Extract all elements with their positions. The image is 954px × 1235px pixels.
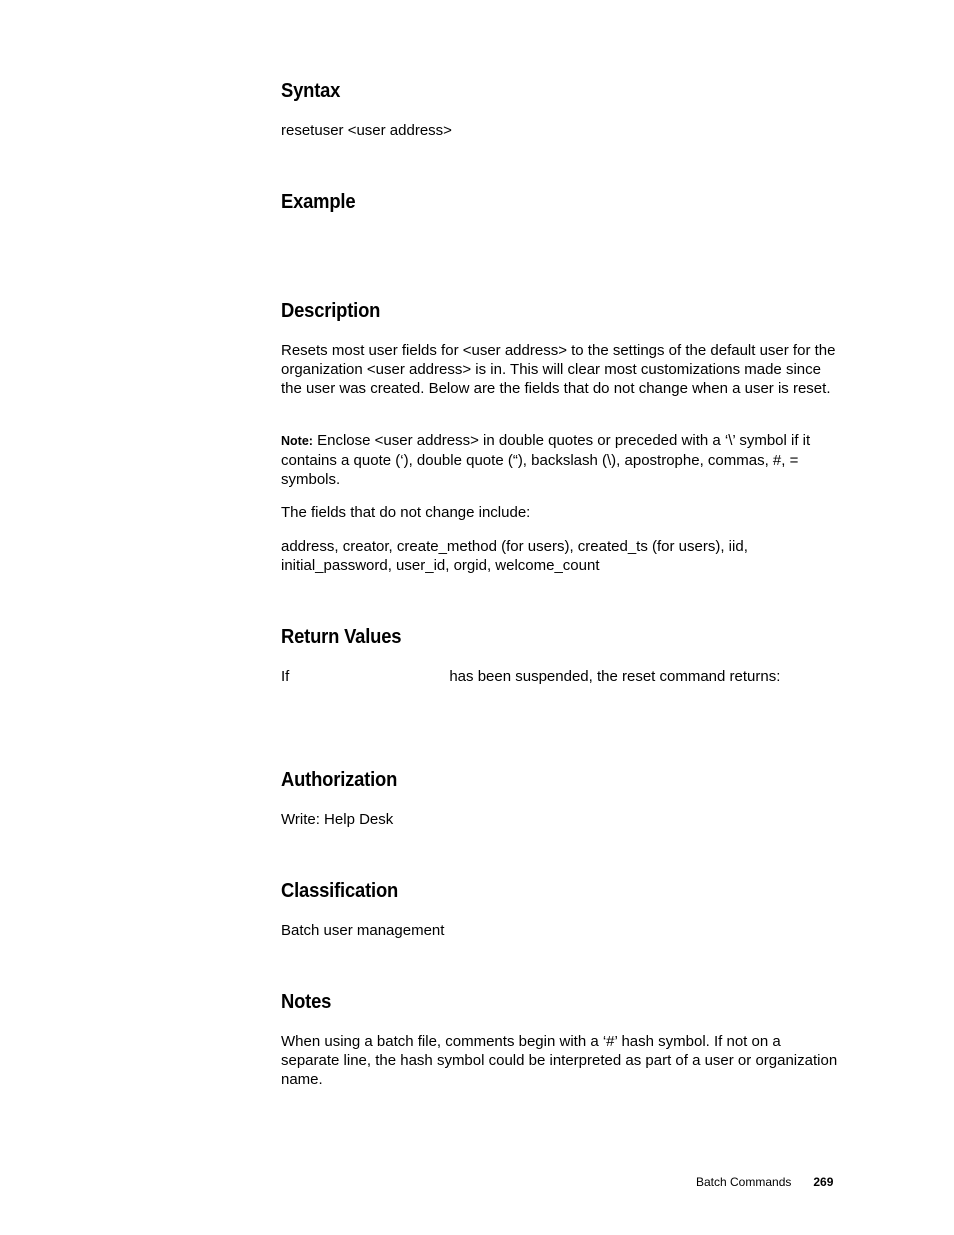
description-section: [281, 299, 841, 323]
return-values-heading: Return Values: [281, 626, 402, 648]
classification-section: [281, 879, 841, 903]
return-values-text-after: has been suspended, the reset command returns:: [449, 668, 781, 685]
description-paragraph: Resets most user fields for <user address> to the settings of the default user for the organization <user address> is in. This will clear most customizations made since the user was created. Below are the fields that do not change when a user is reset.: [281, 342, 836, 397]
page-number: 269: [813, 1175, 834, 1189]
example-section: [281, 190, 841, 214]
description-body: [281, 341, 841, 398]
return-values-text: [281, 667, 841, 686]
authorization-text: Write: Help Desk: [281, 811, 394, 828]
example-heading: Example: [281, 191, 356, 213]
note-paragraph: [281, 431, 841, 489]
fields-list-block: [281, 537, 841, 575]
classification-heading: Classification: [281, 880, 399, 902]
notes-heading: Notes: [281, 991, 332, 1013]
authorization-body: [281, 810, 841, 829]
note-label: Note:: [281, 434, 313, 448]
syntax-heading: Syntax: [281, 80, 341, 102]
notes-text: When using a batch file, comments begin with a ‘#’ hash symbol. If not on a separate line, the hash symbol could be interpreted as part of a user or organization name.: [281, 1033, 838, 1088]
syntax-body: [281, 121, 841, 140]
fields-intro: The fields that do not change include:: [281, 504, 531, 521]
syntax-section: [281, 79, 841, 103]
return-values-section: [281, 625, 841, 649]
authorization-heading: Authorization: [281, 769, 398, 791]
note-text: Enclose <user address> in double quotes or preceded with a ‘\’ symbol if it contains a quote (‘), double quote (“), backslash (\), apostrophe, commas, #, = symbols.: [281, 432, 811, 488]
return-values-body: [281, 667, 841, 686]
authorization-section: [281, 768, 841, 792]
classification-text: Batch user management: [281, 922, 445, 939]
syntax-text: resetuser <user address>: [281, 122, 452, 139]
page-footer: [696, 1174, 833, 1190]
classification-body: [281, 921, 841, 940]
description-note: [281, 431, 841, 489]
notes-section: [281, 990, 841, 1014]
fields-intro-block: [281, 503, 841, 522]
return-values-text-before: If: [281, 668, 290, 685]
fields-list: address, creator, create_method (for users), created_ts (for users), iid, initial_password, user_id, orgid, welcome_count: [281, 538, 748, 574]
footer-section-title: Batch Commands: [696, 1175, 792, 1189]
notes-body: [281, 1032, 841, 1089]
description-heading: Description: [281, 300, 381, 322]
